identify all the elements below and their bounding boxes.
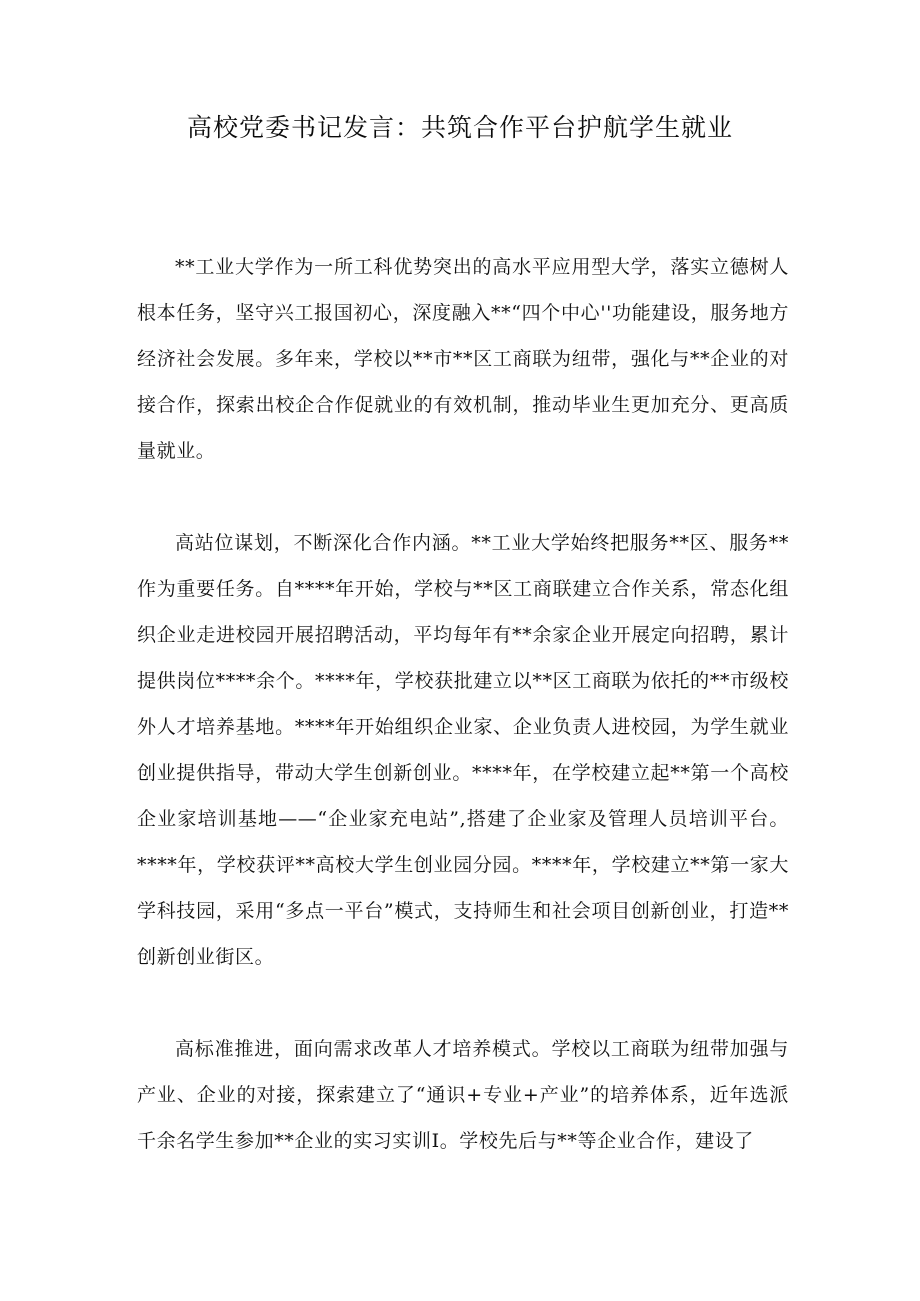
paragraph-3: 高标准推进，面向需求改革人才培养模式。学校以工商联为纽带加强与产业、企业的对接，探索建立了“通识+专业+产业”的培养体系，近年选派千余名学生参加**企业的实习实训I。学校先后与**等企业合作，建设了 bbox=[137, 1038, 789, 1152]
paragraph-1: **工业大学作为一所工科优势突出的高水平应用型大学，落实立德树人根本任务，坚守兴工报国初心，深度融入**“四个中心''功能建设，服务地方经济社会发展。多年来，学校以**市**区工商联为纽带，强化与**企业的对接合作，探索出校企合作促就业的有效机制，推动毕业生更加充分、更高质量就业。 bbox=[137, 256, 789, 462]
document-title: 高校党委书记发言：共筑合作平台护航学生就业 bbox=[186, 113, 733, 142]
document-body bbox=[137, 244, 789, 1210]
paragraph-2: 高站位谋划，不断深化合作内涵。**工业大学始终把服务**区、服务**作为重要任务。自****年开始，学校与**区工商联建立合作关系，常态化组织企业走进校园开展招聘活动，平均每年有**余家企业开展定向招聘，累计提供岗位****余个。****年，学校获批建立以**区工商联为依托的**市级校外人才培养基地。****年开始组织企业家、企业负责人进校园，为学生就业创业提供指导，带动大学生创新创业。****年，在学校建立起**第一个高校企业家培训基地——“企业家充电站”,搭建了企业家及管理人员培训平台。****年，学校获评**高校大学生创业园分园。****年，学校建立**第一家大学科技园，采用“多点一平台”模式，支持师生和社会项目创新创业，打造**创新创业街区。 bbox=[137, 532, 789, 968]
